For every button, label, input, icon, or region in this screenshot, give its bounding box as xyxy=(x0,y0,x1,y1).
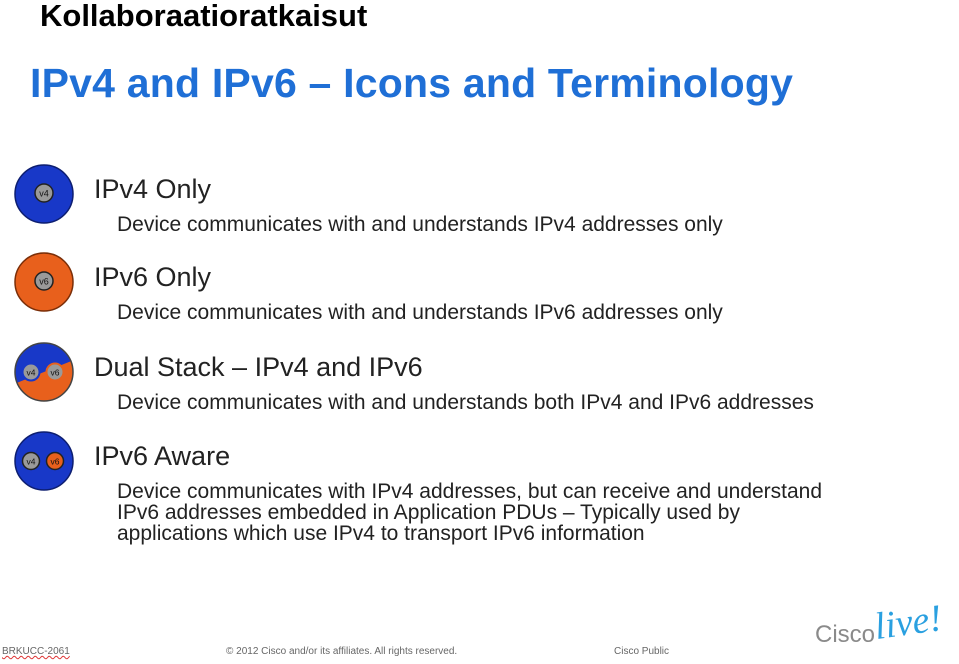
ipv6-aware-icon xyxy=(14,431,74,491)
classification-label: Cisco Public xyxy=(614,646,670,657)
v4-badge-label: v4 xyxy=(39,188,49,199)
document-header: Kollaboraatioratkaisut xyxy=(40,0,368,33)
item-title: IPv6 Aware xyxy=(94,441,231,471)
v6-badge-label: v6 xyxy=(50,456,60,467)
item-title: Dual Stack – IPv4 and IPv6 xyxy=(94,352,423,382)
item-description xyxy=(117,481,822,544)
logo-text-cisco: Cisco xyxy=(815,621,876,648)
cisco-live-logo xyxy=(815,597,955,649)
logo-text-live: live! xyxy=(871,597,945,649)
v6-badge-label: v6 xyxy=(50,367,60,378)
description-line: Device communicates with and understands IPv4 addresses only xyxy=(117,213,723,236)
item-description xyxy=(117,392,814,413)
item-description xyxy=(117,302,723,323)
description-line: Device communicates with and understands IPv6 addresses only xyxy=(117,301,723,324)
slide-title: IPv4 and IPv6 – Icons and Terminology xyxy=(30,60,794,106)
description-line: applications which use IPv4 to transport IPv6 information xyxy=(117,522,645,545)
description-line: IPv6 addresses embedded in Application PDUs – Typically used by xyxy=(117,501,740,524)
ipv4-only-icon xyxy=(14,164,74,224)
ipv6-only-icon xyxy=(14,252,74,312)
copyright-notice: © 2012 Cisco and/or its affiliates. All rights reserved. xyxy=(226,646,458,657)
description-line: Device communicates with IPv4 addresses, but can receive and understand xyxy=(117,480,823,503)
description-line: Device communicates with and understands both IPv4 and IPv6 addresses xyxy=(117,391,814,414)
v4-badge-label: v4 xyxy=(26,456,36,467)
v4-badge-label: v4 xyxy=(26,367,36,378)
item-description xyxy=(117,214,723,235)
session-code: BRKUCC-2061 xyxy=(2,646,70,657)
item-title: IPv6 Only xyxy=(94,262,212,292)
v6-badge-label: v6 xyxy=(39,276,49,287)
dual-stack-icon xyxy=(14,342,74,402)
item-title: IPv4 Only xyxy=(94,174,212,204)
